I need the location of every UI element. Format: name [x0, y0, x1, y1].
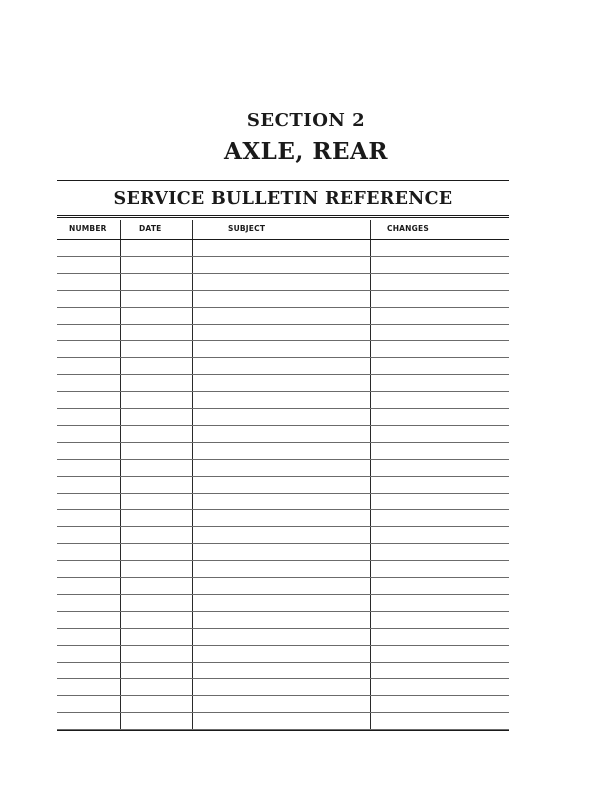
table-row	[57, 611, 509, 612]
table-row	[57, 577, 509, 578]
column-header-number: NUMBER	[69, 224, 107, 233]
table-row	[57, 662, 509, 663]
table-row	[57, 357, 509, 358]
table-row	[57, 695, 509, 696]
table-row	[57, 509, 509, 510]
column-header-changes: CHANGES	[387, 224, 429, 233]
table-row	[57, 594, 509, 595]
table-row	[57, 560, 509, 561]
table-row	[57, 340, 509, 341]
table-row	[57, 408, 509, 409]
table-row	[57, 476, 509, 477]
header-underline	[57, 239, 509, 240]
table-bottom-rule	[57, 730, 509, 731]
section-title: AXLE, REAR	[223, 138, 388, 165]
table-row	[57, 374, 509, 375]
heading-double-rule	[57, 215, 509, 218]
table-row	[57, 290, 509, 291]
table-row	[57, 307, 509, 308]
table-row	[57, 442, 509, 443]
column-header-date: DATE	[139, 224, 162, 233]
top-divider	[57, 180, 509, 181]
table-row	[57, 678, 509, 679]
table-row	[57, 459, 509, 460]
section-label: SECTION 2	[246, 110, 366, 131]
table-row	[57, 391, 509, 392]
bulletin-table	[57, 220, 509, 731]
table-row	[57, 712, 509, 713]
bulletin-heading: SERVICE BULLETIN REFERENCE	[113, 189, 453, 209]
table-row	[57, 493, 509, 494]
table-row	[57, 256, 509, 257]
column-header-subject: SUBJECT	[228, 224, 266, 233]
table-row	[57, 628, 509, 629]
table-row	[57, 425, 509, 426]
table-row	[57, 526, 509, 527]
table-row	[57, 273, 509, 274]
table-row	[57, 543, 509, 544]
table-row	[57, 645, 509, 646]
table-row	[57, 324, 509, 325]
